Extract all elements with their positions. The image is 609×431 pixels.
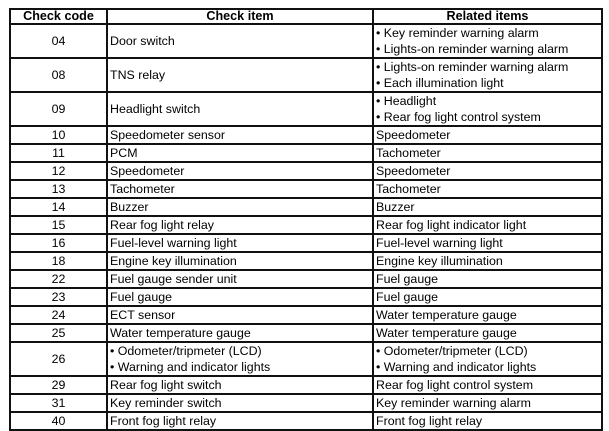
table-row (10, 162, 602, 180)
table-row (10, 288, 602, 306)
header-related-items: Related items (373, 9, 602, 24)
cell-line: Speedometer (110, 164, 185, 178)
cell-line: Fuel gauge sender unit (110, 272, 237, 286)
cell-line: Water temperature gauge (376, 326, 517, 340)
cell-line: Buzzer (110, 200, 149, 214)
check-item-cell (107, 252, 373, 270)
related-items-cell (373, 306, 602, 324)
check-code-cell: 29 (10, 376, 107, 394)
table-row (10, 180, 602, 198)
related-items-cell (373, 92, 602, 126)
check-code-cell: 15 (10, 216, 107, 234)
check-code-cell: 40 (10, 412, 107, 430)
table-row (10, 198, 602, 216)
cell-line: Tachometer (110, 182, 175, 196)
related-items-cell (373, 162, 602, 180)
check-item-cell (107, 58, 373, 92)
check-code-cell: 25 (10, 324, 107, 342)
check-item-cell (107, 234, 373, 252)
cell-line: Rear fog light relay (110, 218, 214, 232)
table-row (10, 324, 602, 342)
check-item-cell (107, 306, 373, 324)
check-item-cell (107, 216, 373, 234)
check-code-cell: 24 (10, 306, 107, 324)
cell-line: • Odometer/tripmeter (LCD) (376, 344, 528, 358)
cell-line: Speedometer sensor (110, 128, 226, 142)
check-code-cell: 23 (10, 288, 107, 306)
cell-line: Buzzer (376, 200, 415, 214)
cell-line: • Each illumination light (376, 76, 504, 90)
check-item-cell (107, 412, 373, 430)
cell-line: Fuel gauge (376, 272, 439, 286)
check-code-cell: 12 (10, 162, 107, 180)
related-items-cell (373, 394, 602, 412)
check-code-cell: 16 (10, 234, 107, 252)
cell-line: Speedometer (376, 128, 451, 142)
check-item-cell (107, 376, 373, 394)
related-items-cell (373, 144, 602, 162)
table-row (10, 144, 602, 162)
check-item-cell (107, 342, 373, 376)
check-item-cell (107, 180, 373, 198)
cell-line: Rear fog light switch (110, 378, 222, 392)
cell-line: Speedometer (376, 164, 451, 178)
check-item-cell (107, 198, 373, 216)
cell-line: Rear fog light indicator light (376, 218, 527, 232)
check-item-cell (107, 394, 373, 412)
related-items-cell (373, 126, 602, 144)
cell-line: Front fog light relay (110, 414, 217, 428)
related-items-cell (373, 24, 602, 58)
check-item-cell (107, 162, 373, 180)
cell-line: Key reminder switch (110, 396, 222, 410)
check-item-cell (107, 144, 373, 162)
cell-line: • Warning and indicator lights (110, 360, 271, 374)
header-check-code: Check code (10, 9, 107, 24)
check-code-cell: 10 (10, 126, 107, 144)
check-item-cell (107, 324, 373, 342)
check-code-cell: 04 (10, 24, 107, 58)
check-code-table (9, 8, 603, 431)
cell-line: • Lights-on reminder warning alarm (376, 42, 569, 56)
related-items-cell (373, 342, 602, 376)
check-code-cell: 22 (10, 270, 107, 288)
check-code-cell: 11 (10, 144, 107, 162)
check-item-cell (107, 126, 373, 144)
related-items-cell (373, 216, 602, 234)
cell-line: Door switch (110, 34, 175, 48)
related-items-cell (373, 288, 602, 306)
check-code-cell: 18 (10, 252, 107, 270)
related-items-cell (373, 376, 602, 394)
cell-line: Headlight switch (110, 102, 201, 116)
table-row (10, 252, 602, 270)
header-check-item: Check item (107, 9, 373, 24)
check-code-cell: 08 (10, 58, 107, 92)
table-row (10, 58, 602, 92)
table-row (10, 24, 602, 58)
cell-line: • Headlight (376, 94, 437, 108)
cell-line: Engine key illumination (110, 254, 237, 268)
cell-line: Front fog light relay (376, 414, 483, 428)
cell-line: • Rear fog light control system (376, 110, 541, 124)
cell-line: Water temperature gauge (110, 326, 251, 340)
table-header-row (10, 9, 602, 24)
table-row (10, 376, 602, 394)
cell-line: Engine key illumination (376, 254, 503, 268)
table-row (10, 270, 602, 288)
related-items-cell (373, 270, 602, 288)
table-row (10, 126, 602, 144)
related-items-cell (373, 252, 602, 270)
related-items-cell (373, 412, 602, 430)
cell-line: • Warning and indicator lights (376, 360, 537, 374)
cell-line: Tachometer (376, 146, 441, 160)
check-code-cell: 13 (10, 180, 107, 198)
check-code-cell: 31 (10, 394, 107, 412)
related-items-cell (373, 180, 602, 198)
cell-line: • Lights-on reminder warning alarm (376, 60, 569, 74)
check-item-cell (107, 92, 373, 126)
cell-line: Key reminder warning alarm (376, 396, 531, 410)
cell-line: ECT sensor (110, 308, 176, 322)
cell-line: Tachometer (376, 182, 441, 196)
cell-line: Rear fog light control system (376, 378, 534, 392)
check-code-cell: 14 (10, 198, 107, 216)
check-code-cell: 09 (10, 92, 107, 126)
cell-line: TNS relay (110, 68, 166, 82)
check-item-cell (107, 24, 373, 58)
table-row (10, 306, 602, 324)
cell-line: • Key reminder warning alarm (376, 26, 539, 40)
table-row (10, 216, 602, 234)
check-item-cell (107, 270, 373, 288)
cell-line: Fuel-level warning light (110, 236, 237, 250)
cell-line: • Odometer/tripmeter (LCD) (110, 344, 262, 358)
related-items-cell (373, 58, 602, 92)
table-row (10, 234, 602, 252)
table-row (10, 412, 602, 430)
table-row (10, 342, 602, 376)
table-row (10, 394, 602, 412)
cell-line: Fuel gauge (110, 290, 173, 304)
cell-line: Water temperature gauge (376, 308, 517, 322)
cell-line: PCM (110, 146, 138, 160)
cell-line: Fuel gauge (376, 290, 439, 304)
table-row (10, 92, 602, 126)
cell-line: Fuel-level warning light (376, 236, 503, 250)
related-items-cell (373, 234, 602, 252)
related-items-cell (373, 198, 602, 216)
related-items-cell (373, 324, 602, 342)
check-code-cell: 26 (10, 342, 107, 376)
check-item-cell (107, 288, 373, 306)
